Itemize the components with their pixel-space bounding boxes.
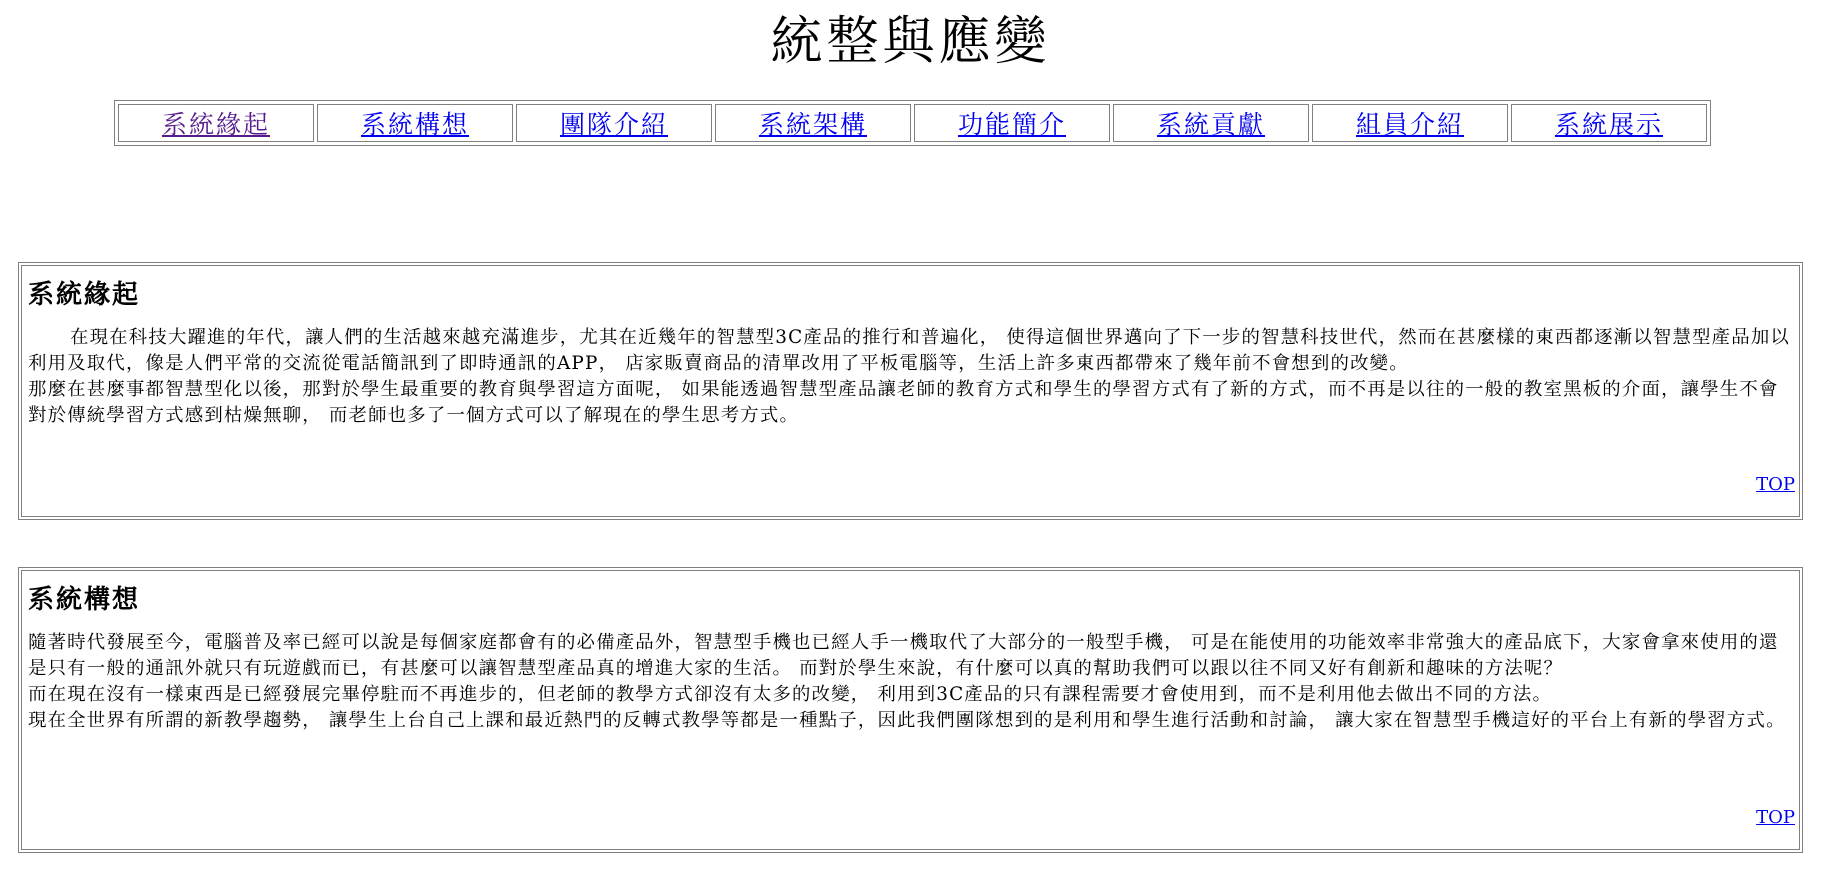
nav-link-team[interactable]: 團隊介紹 bbox=[559, 110, 668, 139]
section-origin bbox=[18, 262, 1803, 520]
nav-link-origin[interactable]: 系統緣起 bbox=[161, 110, 270, 139]
nav-link-features[interactable]: 功能簡介 bbox=[957, 110, 1066, 139]
section-concept-inner bbox=[21, 570, 1800, 850]
nav-cell bbox=[1511, 104, 1707, 142]
nav-cell bbox=[317, 104, 513, 142]
main-nav bbox=[114, 100, 1711, 146]
section-origin-inner bbox=[21, 265, 1800, 517]
section-paragraph: 那麼在甚麼事都智慧型化以後，那對於學生最重要的教育與學習這方面呢， 如果能透過智慧型產品讓老師的教育方式和學生的學習方式有了新的方式，而不再是以往的一般的教室黑板的介面，讓學生不會對於傳統學習方式感到枯燥無聊， 而老師也多了一個方式可以了解現在的學生思考方式。 bbox=[28, 379, 1779, 426]
nav-cell bbox=[516, 104, 712, 142]
section-concept bbox=[18, 567, 1803, 853]
nav-cell bbox=[1113, 104, 1309, 142]
nav-link-contribution[interactable]: 系統貢獻 bbox=[1156, 110, 1265, 139]
section-paragraph: 現在全世界有所謂的新教學趨勢， 讓學生上台自己上課和最近熱門的反轉式教學等都是一種點子，因此我們團隊想到的是利用和學生進行活動和討論， 讓大家在智慧型手機這好的平台上有新的學習方式。 bbox=[28, 710, 1786, 731]
nav-cell bbox=[715, 104, 911, 142]
nav-link-demo[interactable]: 系統展示 bbox=[1554, 110, 1663, 139]
nav-link-concept[interactable]: 系統構想 bbox=[360, 110, 469, 139]
nav-cell bbox=[118, 104, 314, 142]
section-paragraph: 而在現在沒有一樣東西是已經發展完畢停駐而不再進步的，但老師的教學方式卻沒有太多的改變， 利用到3C產品的只有課程需要才會使用到，而不是利用他去做出不同的方法。 bbox=[28, 684, 1553, 705]
nav-cell bbox=[1312, 104, 1508, 142]
section-heading: 系統構想 bbox=[28, 585, 141, 615]
section-heading: 系統緣起 bbox=[28, 280, 141, 310]
top-link[interactable]: TOP bbox=[1756, 807, 1795, 828]
section-paragraph: 隨著時代發展至今，電腦普及率已經可以說是每個家庭都會有的必備產品外，智慧型手機也已經人手一機取代了大部分的一般型手機， 可是在能使用的功能效率非常強大的產品底下，大家會拿來使用的還是只有一般的通訊外就只有玩遊戲而已，有甚麼可以讓智慧型產品真的增進大家的生活。 而對於學生來說，有什麼可以真的幫助我們可以跟以往不同又好有創新和趣味的方法呢？ bbox=[28, 632, 1779, 679]
top-link[interactable]: TOP bbox=[1756, 474, 1795, 495]
nav-cell bbox=[914, 104, 1110, 142]
nav-link-architecture[interactable]: 系統架構 bbox=[758, 110, 867, 139]
section-paragraph: 在現在科技大躍進的年代，讓人們的生活越來越充滿進步，尤其在近幾年的智慧型3C產品的推行和普遍化， 使得這個世界邁向了下一步的智慧科技世代，然而在甚麼樣的東西都逐漸以智慧型產品加以利用及取代，像是人們平常的交流從電話簡訊到了即時通訊的APP， 店家販賣商品的清單改用了平板電腦等，生活上許多東西都帶來了幾年前不會想到的改變。 bbox=[28, 327, 1791, 374]
nav-link-members[interactable]: 組員介紹 bbox=[1355, 110, 1464, 139]
page-title: 統整與應變 bbox=[770, 12, 1051, 72]
